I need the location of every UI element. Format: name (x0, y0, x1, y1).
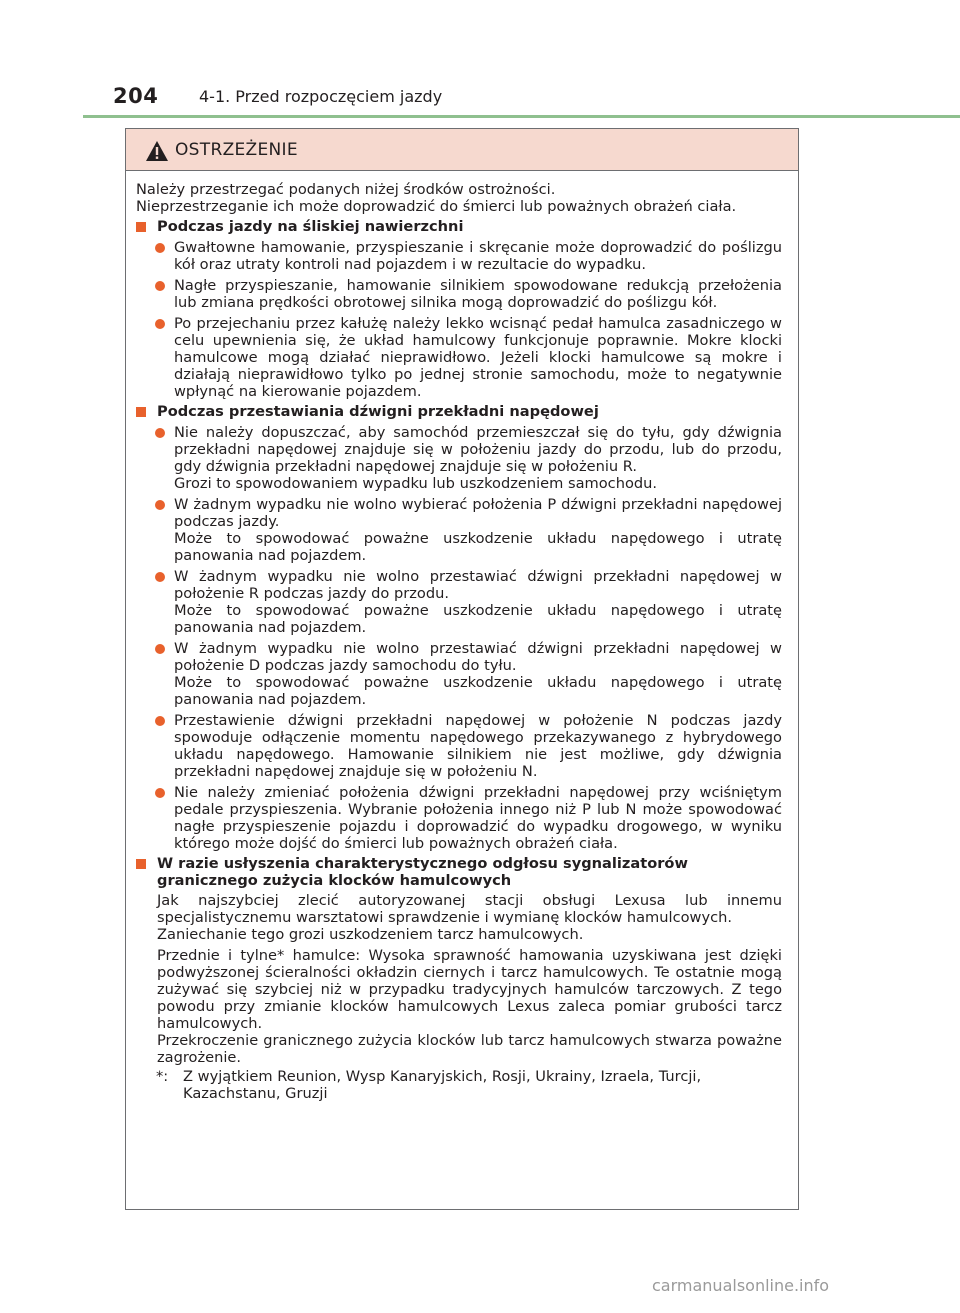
page-number: 204 (113, 84, 159, 108)
list-item-text: Nagłe przyspieszanie, hamowanie silnikiem spowodowane redukcją przełożenia lub zmiana prędkości obrotowej silnika mogą doprowadzić do poślizgu kół. (174, 277, 782, 311)
list-item-text: Gwałtowne hamowanie, przyspieszanie i skręcanie może doprowadzić do poślizgu kół oraz utraty kontroli nad pojazdem i w rezultacie do wypadku. (174, 239, 782, 273)
paragraph: Przednie i tylne* hamulce: Wysoka sprawność hamowania uzyskiwana jest dzięki podwyższonej ścieralności okładzin ciernych i tarcz hamulcowych. Te ostatnie mogą zużywać się szybciej niż w przypadku tradycyjnych hamulców tarczowych. Z tego powodu przy zmianie klocków hamulcowych Lexus zaleca pomiar grubości tarcz hamulcowych. Przekroczenie granicznego zużycia klocków lub tarcz hamulcowych stwarza poważne zagrożenie. (157, 947, 782, 1066)
square-bullet-icon (136, 222, 146, 232)
list-item-text: W żadnym wypadku nie wolno przestawiać dźwigni przekładni napędowej w położenie D podczas jazdy samochodu do tyłu. Może to spowodować poważne uszkodzenie układu napędowego i utratę panowania nad pojazdem. (174, 640, 782, 708)
warning-header (126, 129, 798, 171)
section-heading (136, 218, 782, 235)
list-item-text: Po przejechaniu przez kałużę należy lekko wcisnąć pedał hamulca zasadniczego w celu upewnienia się, że układ hamulcowy funkcjonuje poprawnie. Mokre klocki hamulcowe mogą działać nieprawidłowo. Jeżeli klocki hamulcowe są mokre i działają nieprawidłowo tylko po jednej stronie samochodu, może to negatywnie wpłynąć na kierowanie pojazdem. (174, 315, 782, 400)
list-item (136, 239, 782, 273)
section-heading-text: W razie usłyszenia charakterystycznego odgłosu sygnalizatorów granicznego zużycia klocków hamulcowych (157, 855, 688, 889)
watermark: carmanualsonline.info (652, 1276, 830, 1295)
round-bullet-icon (155, 716, 165, 726)
footnote-mark: *: (156, 1068, 169, 1085)
section-heading (136, 403, 782, 420)
section-heading-text: Podczas przestawiania dźwigni przekładni napędowej (157, 403, 599, 420)
round-bullet-icon (155, 319, 165, 329)
round-bullet-icon (155, 243, 165, 253)
warning-triangle-icon (145, 140, 169, 162)
round-bullet-icon (155, 428, 165, 438)
header-divider (83, 115, 960, 118)
section-heading (136, 855, 782, 889)
square-bullet-icon (136, 407, 146, 417)
round-bullet-icon (155, 644, 165, 654)
list-item (136, 424, 782, 492)
list-item-text: W żadnym wypadku nie wolno przestawiać dźwigni przekładni napędowej w położenie R podczas jazdy do przodu. Może to spowodować poważne uszkodzenie układu napędowego i utratę panowania nad pojazdem. (174, 568, 782, 636)
page-header (113, 84, 873, 112)
list-item (136, 315, 782, 400)
list-item-text: Nie należy dopuszczać, aby samochód przemieszczał się do tyłu, gdy dźwignia przekładni napędowej znajduje się w położeniu jazdy do przodu, lub do przodu, gdy dźwignia przekładni napędowej znajduje się w położeniu R. Grozi to spowodowaniem wypadku lub uszkodzeniem samochodu. (174, 424, 782, 492)
footnote-text: Z wyjątkiem Reunion, Wysp Kanaryjskich, Rosji, Ukrainy, Izraela, Turcji, Kazachstanu, Gruzji (183, 1068, 702, 1102)
warning-content (136, 181, 782, 1102)
warning-box (125, 128, 799, 1210)
list-item-text: Nie należy zmieniać położenia dźwigni przekładni napędowej przy wciśniętym pedale przyspieszenia. Wybranie położenia innego niż P lub N może spowodować nagłe przyspieszenie pojazdu i doprowadzić do wypadku drogowego, w wyniku którego może dojść do śmierci lub poważnych obrażeń ciała. (174, 784, 782, 852)
intro-line: Nieprzestrzeganie ich może doprowadzić do śmierci lub poważnych obrażeń ciała. (136, 198, 737, 215)
footnote (136, 1068, 782, 1102)
list-item (136, 277, 782, 311)
section-title: 4-1. Przed rozpoczęciem jazdy (199, 87, 443, 106)
list-item (136, 496, 782, 564)
round-bullet-icon (155, 788, 165, 798)
round-bullet-icon (155, 281, 165, 291)
list-item (136, 568, 782, 636)
list-item-text: Przestawienie dźwigni przekładni napędowej w położenie N podczas jazdy spowoduje odłączenie momentu napędowego przekazywanego z hybrydowego układu napędowego. Hamowanie silnikiem nie jest możliwe, gdy dźwignia przekładni napędowej znajduje się w położeniu N. (174, 712, 782, 780)
paragraph: Jak najszybciej zlecić autoryzowanej stacji obsługi Lexusa lub innemu specjalistycznemu warsztatowi sprawdzenie i wymianę klocków hamulcowych. Zaniechanie tego grozi uszkodzeniem tarcz hamulcowych. (157, 892, 782, 943)
round-bullet-icon (155, 500, 165, 510)
square-bullet-icon (136, 859, 146, 869)
round-bullet-icon (155, 572, 165, 582)
list-item (136, 712, 782, 780)
intro-line: Należy przestrzegać podanych niżej środków ostrożności. (136, 181, 556, 198)
list-item-text: W żadnym wypadku nie wolno wybierać położenia P dźwigni przekładni napędowej podczas jazdy. Może to spowodować poważne uszkodzenie układu napędowego i utratę panowania nad pojazdem. (174, 496, 782, 564)
section-heading-text: Podczas jazdy na śliskiej nawierzchni (157, 218, 464, 235)
list-item (136, 784, 782, 852)
list-item (136, 640, 782, 708)
warning-title: OSTRZEŻENIE (175, 140, 298, 160)
